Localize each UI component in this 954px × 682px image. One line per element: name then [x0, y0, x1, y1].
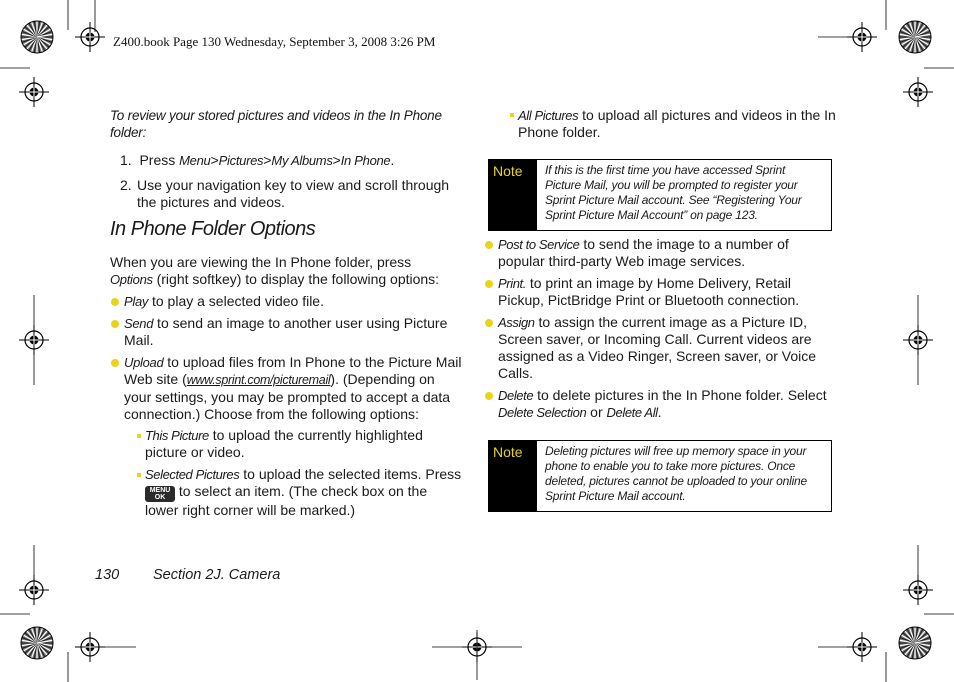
option-play: Play to play a selected video file. [124, 293, 324, 309]
registration-cross-icon [19, 77, 49, 107]
registration-starburst-icon [899, 21, 931, 53]
step-2-text: Use your navigation key to view and scroll through the pictures and videos. [137, 177, 450, 210]
sub-bullet-icon [510, 113, 514, 117]
registration-cross-icon [903, 575, 933, 605]
options-paragraph: When you are viewing the In Phone folder, press Options (right softkey) to display the following options: [110, 254, 440, 287]
option-print: Print. to print an image by Home Delivery, Retail Pickup, PictBridge Print or Bluetooth connection. [498, 275, 800, 308]
note-box-registration [488, 159, 832, 231]
bullet-icon [111, 298, 119, 306]
registration-cross-icon [847, 22, 877, 52]
bullet-icon [111, 359, 119, 367]
note-box-deleting [488, 440, 832, 512]
registration-cross-icon [847, 632, 877, 662]
option-post-to-service: Post to Service to send the image to a number of popular third-party Web image services. [498, 236, 789, 269]
step-1: 1. Press Menu>Pictures>My Albums>In Phone. [120, 152, 395, 168]
option-send: Send to send an image to another user using Picture Mail. [124, 315, 448, 348]
upload-all-pictures: All Pictures to upload all pictures and videos in the In Phone folder. [518, 107, 836, 140]
bullet-icon [485, 319, 493, 327]
registration-cross-icon [75, 632, 105, 662]
page-header: Z400.book Page 130 Wednesday, September 3, 2008 3:26 PM [113, 34, 436, 49]
registration-starburst-icon [21, 21, 53, 53]
sub-bullet-icon [137, 473, 141, 477]
option-delete: Delete to delete pictures in the In Phone folder. Select Delete Selection or Delete All. [498, 387, 827, 420]
registration-cross-icon [903, 325, 933, 355]
upload-this-picture: This Picture to upload the currently highlighted picture or video. [145, 427, 423, 460]
note-label: Note [493, 444, 523, 460]
section-heading: In Phone Folder Options [110, 218, 316, 240]
menu-ok-key-icon: MENU OK [145, 486, 175, 502]
registration-cross-icon [75, 22, 105, 52]
registration-cross-icon [903, 77, 933, 107]
step-2-num: 2. [120, 177, 132, 193]
bullet-icon [485, 241, 493, 249]
page-number: 130 [95, 567, 120, 583]
upload-selected-pictures: Selected Pictures to upload the selected items. Press MENU OK to select an item. (The check box on the lower right corner will be marked.) [145, 466, 462, 518]
registration-starburst-icon [21, 627, 53, 659]
bullet-icon [485, 392, 493, 400]
sub-bullet-icon [137, 434, 141, 438]
note-label: Note [493, 163, 523, 179]
note-text: Deleting pictures will free up memory space in your phone to enable you to take more pictures. Once deleted, pictures cannot be uploaded to your online Sprint Picture Mail account. [545, 444, 807, 503]
section-title: Section 2J. Camera [153, 567, 281, 583]
bullet-icon [111, 320, 119, 328]
picturemail-link[interactable]: www.sprint.com/picturemail [186, 373, 331, 387]
option-assign: Assign to assign the current image as a Picture ID, Screen saver, or Incoming Call. Current videos are assigned as a Video Ringer, Screen saver, or Voice Calls. [498, 314, 817, 381]
bullet-icon [485, 280, 493, 288]
note-text: If this is the first time you have accessed Sprint Picture Mail, you will be prompted to register your Sprint Picture Mail account. See “Registering Your Sprint Picture Mail Account” on page 123. [545, 163, 802, 222]
option-upload: Upload to upload files from In Phone to the Picture Mail Web site (www.sprint.com/picturemail). (Depending on your settings, you may be prompted to accept a data connection.) Choose from the following options: [124, 354, 462, 422]
registration-cross-icon [19, 575, 49, 605]
registration-cross-icon [19, 325, 49, 355]
intro-text: To review your stored pictures and videos in the In Phone folder: [110, 108, 442, 140]
registration-starburst-icon [899, 627, 931, 659]
